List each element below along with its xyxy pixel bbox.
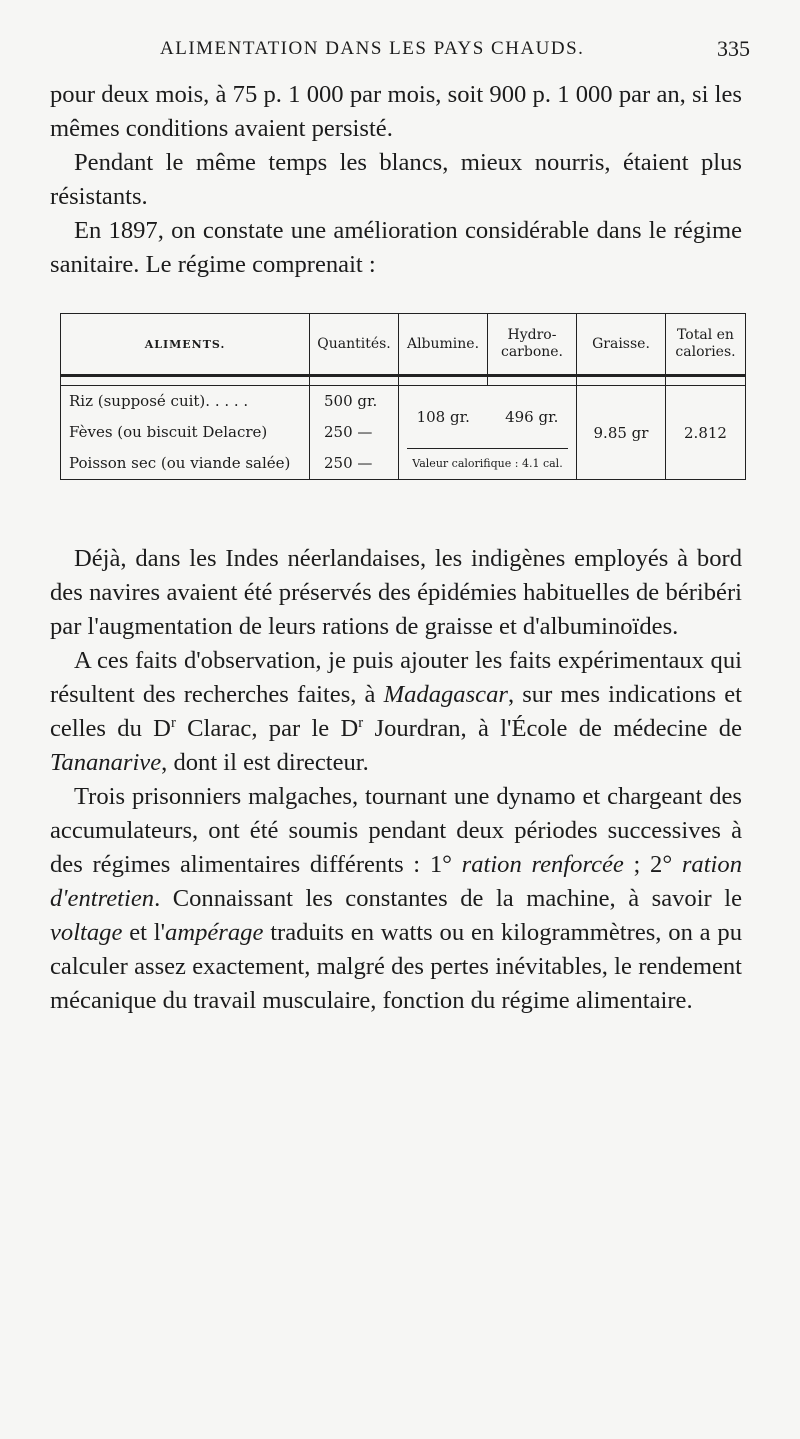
- paragraph-blancs: Pendant le même temps les blancs, mieux nourris, étaient plus résistants.: [50, 149, 742, 210]
- quantite-riz: 500 gr.: [324, 392, 378, 410]
- paragraph-prisonniers: Trois prisonniers malgaches, tournant une dynamo et chargeant des accumulateurs, ont été soumis pendant deux périodes successives à des régimes alimentaires différents : 1° ration renforcée ; 2° ration d'entretien. Connaissant les constantes de la machine, à savoir le voltage et l'ampérage traduits en watts ou en kilogrammètres, on a pu calculer assez exactement, malgré des pertes inévitables, le rendement mécanique du travail musculaire, fonction du régime alimentaire.: [50, 783, 742, 1014]
- running-title: ALIMENTATION DANS LES PAYS CHAUDS.: [160, 38, 585, 59]
- table-body-row: [61, 386, 746, 480]
- aliments-cell: [61, 386, 310, 480]
- albumine-value: 108 gr.: [416, 408, 470, 426]
- term-amperage: ampérage: [165, 919, 264, 946]
- paragraph-indes: Déjà, dans les Indes néerlandaises, les indigènes employés à bord des navires avaient été préservés des épidémies habituelles de béribéri par l'augmentation de leurs rations de graisse et d'albuminoïdes.: [50, 545, 742, 640]
- aliment-poisson: Poisson sec (ou viande salée): [69, 454, 291, 472]
- table-header-row: [61, 314, 746, 376]
- header-total: Total en calories.: [666, 314, 746, 376]
- paragraph-1897: En 1897, on constate une amélioration considérable dans le régime sanitaire. Le régime comprenait :: [50, 217, 742, 278]
- aliment-feves: Fèves (ou biscuit Delacre): [69, 423, 268, 441]
- term-voltage: voltage: [50, 919, 123, 946]
- header-graisse: Graisse.: [577, 314, 666, 376]
- hydrocarbone-value: 496 gr.: [505, 408, 559, 426]
- header-quantites: Quantités.: [310, 314, 399, 376]
- page-number: 335: [717, 36, 750, 61]
- albumine-hydrocarbone-cell: [399, 386, 577, 480]
- place-madagascar: Madagascar: [383, 681, 508, 708]
- paragraph-continuation: pour deux mois, à 75 p. 1 000 par mois, soit 900 p. 1 000 par an, si les mêmes conditions avaient persisté.: [50, 81, 742, 142]
- text-block-bottom: [50, 542, 742, 1018]
- running-header: [160, 38, 750, 68]
- header-hydrocarbone: Hydro-carbone.: [488, 314, 577, 376]
- graisse-value: 9.85 gr: [577, 386, 666, 480]
- quantites-cell: [310, 386, 399, 480]
- ration-entretien: ration d'entretien: [50, 851, 742, 912]
- quantite-feves: 250 —: [324, 423, 373, 441]
- paragraph-madagascar: A ces faits d'observation, je puis ajouter les faits expérimentaux qui résultent des recherches faites, à Madagascar, sur mes indications et celles du $D^r$ Clarac, par le $D^r$ Jourdran, à l'École de médecine de Tananarive, dont il est directeur.: [50, 647, 742, 776]
- header-aliments: ALIMENTS.: [61, 314, 310, 376]
- valeur-calorifique-note: Valeur calorifique : 4.1 cal.: [407, 448, 568, 479]
- place-tananarive: Tananarive: [50, 749, 162, 776]
- total-calories-value: 2.812: [666, 386, 746, 480]
- ration-renforcee: ration renforcée: [461, 851, 624, 878]
- text-block-top: [50, 78, 742, 282]
- header-albumine: Albumine.: [399, 314, 488, 376]
- ration-table: [60, 313, 746, 480]
- table-separator: [61, 376, 746, 386]
- aliment-riz: Riz (supposé cuit). . . . .: [69, 392, 249, 410]
- quantite-poisson: 250 —: [324, 454, 373, 472]
